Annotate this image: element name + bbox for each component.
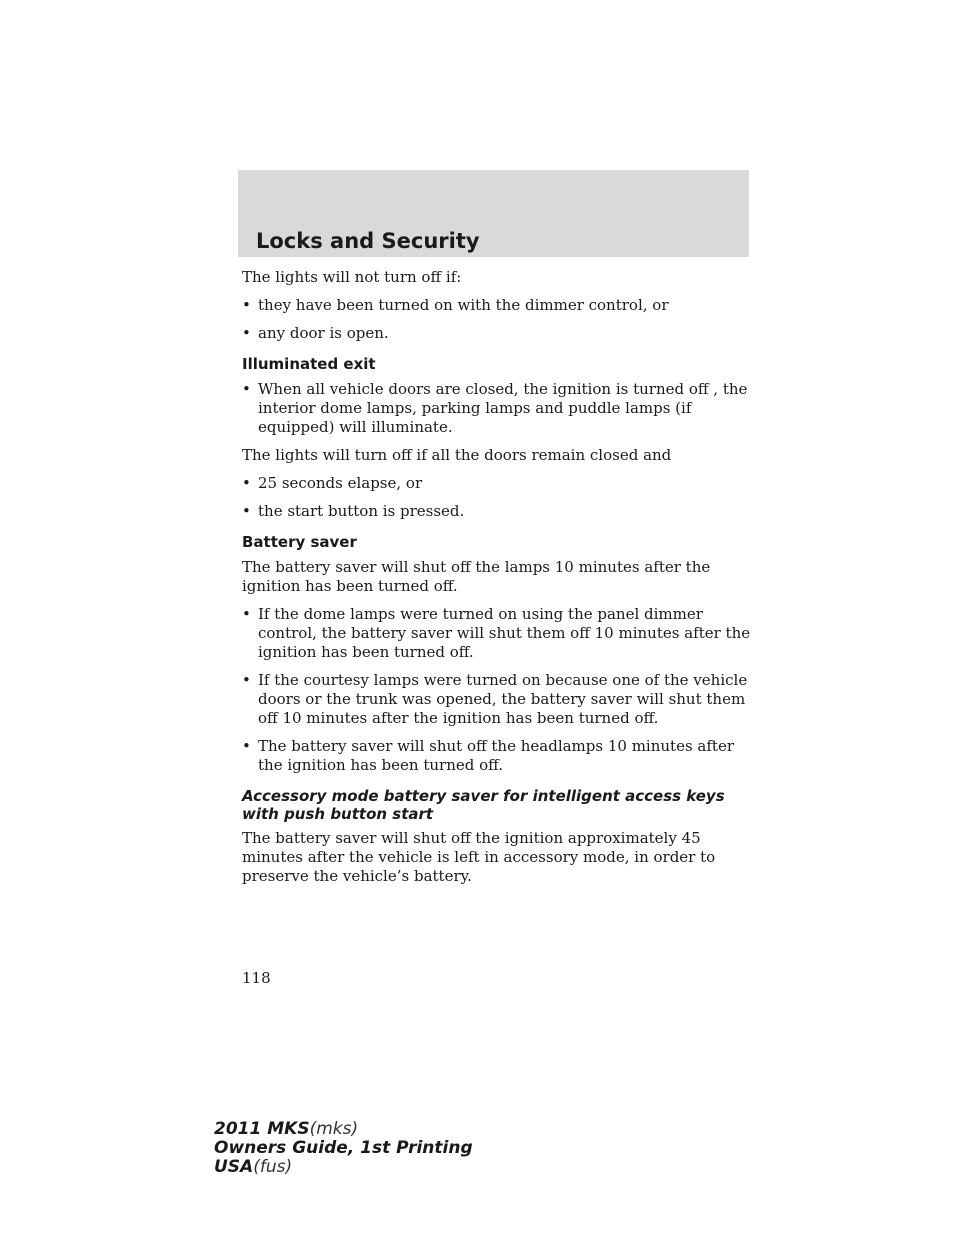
section-title: Locks and Security — [256, 229, 480, 253]
bullet-icon: • — [242, 605, 251, 623]
bullet-icon: • — [242, 296, 251, 314]
accessory-mode-paragraph: The battery saver will shut off the ignition approximately 45 minutes after the vehicle is left in accessory mode, in order to preserve the vehicle’s battery. — [242, 829, 716, 885]
bullet-icon: • — [242, 380, 251, 398]
bullet-icon: • — [242, 737, 251, 755]
footer-line-1: 2011 MKS(mks) — [214, 1119, 359, 1139]
footer-line-2: Owners Guide, 1st Printing — [214, 1138, 473, 1158]
illuminated-exit-paragraph: The lights will turn off if all the doors remain closed and — [242, 446, 672, 464]
bullet-icon: • — [242, 502, 251, 520]
list-item: • If the courtesy lamps were turned on because one of the vehicle doors or the trunk was opened, the battery saver will shut them off 10 minutes after the ignition has been turned off. — [242, 671, 748, 727]
list-item: • any door is open. — [242, 324, 389, 342]
document-footer — [214, 1120, 473, 1177]
footer-line-3: USA(fus) — [214, 1157, 293, 1177]
page-content — [242, 268, 754, 895]
list-item: • the start button is pressed. — [242, 502, 465, 520]
list-item: • 25 seconds elapse, or — [242, 474, 423, 492]
list-item: • When all vehicle doors are closed, the ignition is turned off , the interior dome lamps, parking lamps and puddle lamps (if equipped) will illuminate. — [242, 380, 748, 436]
list-item: • they have been turned on with the dimmer control, or — [242, 296, 669, 314]
battery-saver-bullet-list — [242, 605, 754, 775]
illuminated-exit-bullet-list — [242, 380, 754, 437]
battery-saver-paragraph: The battery saver will shut off the lamps 10 minutes after the ignition has been turned off. — [242, 558, 711, 595]
battery-saver-heading: Battery saver — [242, 533, 357, 551]
bullet-icon: • — [242, 671, 251, 689]
intro-paragraph: The lights will not turn off if: — [242, 268, 462, 286]
accessory-mode-heading: Accessory mode battery saver for intelligent access keys with push button start — [242, 787, 725, 823]
bullet-icon: • — [242, 474, 251, 492]
illuminated-exit-bullet-list-2 — [242, 474, 754, 521]
page-number: 118 — [242, 969, 271, 987]
list-item: • The battery saver will shut off the headlamps 10 minutes after the ignition has been turned off. — [242, 737, 734, 774]
bullet-icon: • — [242, 324, 251, 342]
illuminated-exit-heading: Illuminated exit — [242, 355, 376, 373]
section-header-band — [238, 170, 749, 257]
intro-bullet-list — [242, 296, 754, 343]
list-item: • If the dome lamps were turned on using the panel dimmer control, the battery saver will shut them off 10 minutes after the ignition has been turned off. — [242, 605, 751, 661]
